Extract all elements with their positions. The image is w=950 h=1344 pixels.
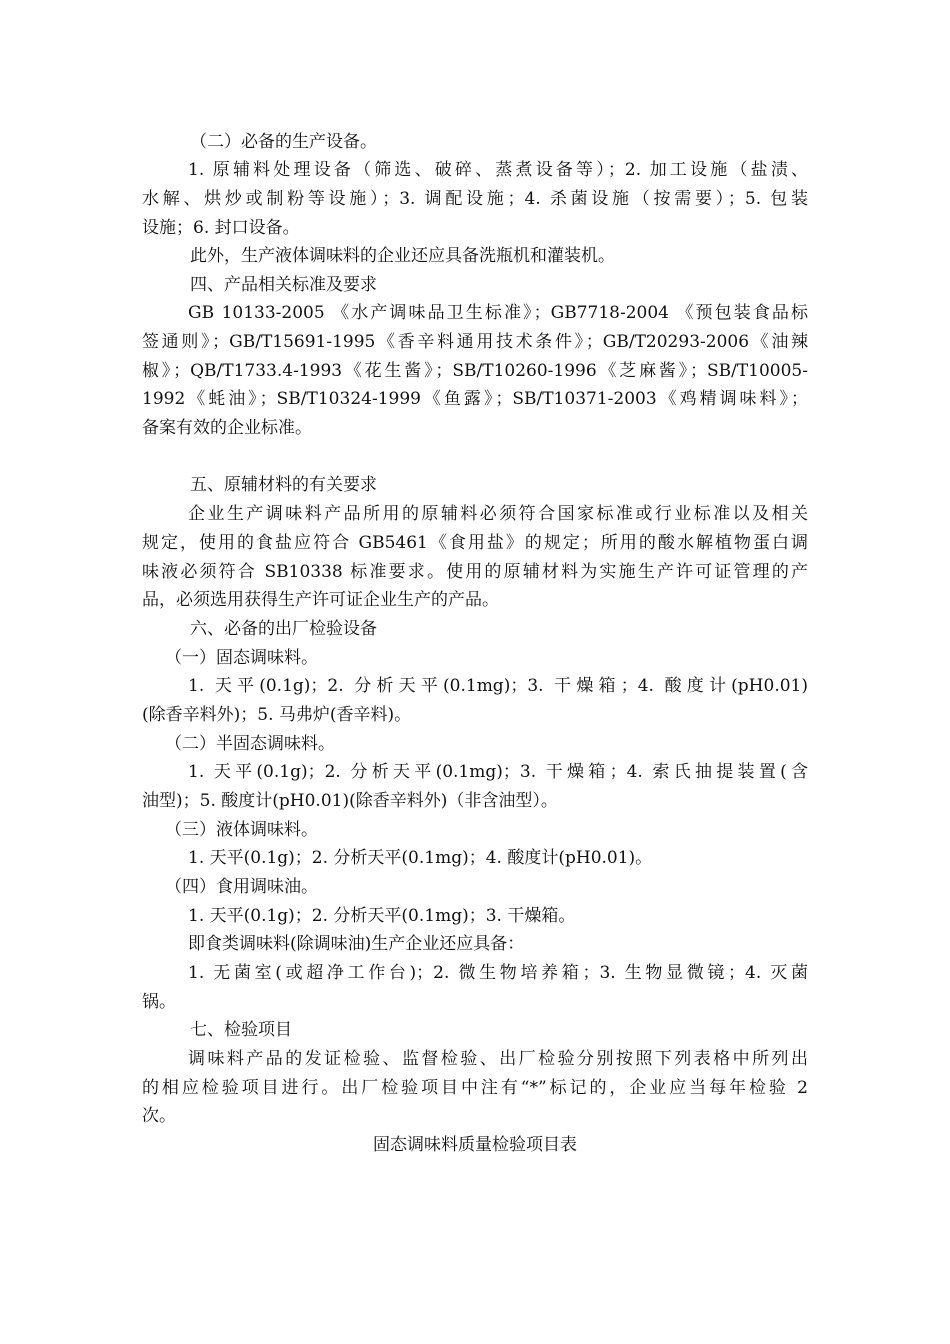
oil-heading: （四）食用调味油。: [165, 877, 318, 897]
standards-line-1: GB 10133-2005 《水产调味品卫生标准》；GB7718-2004 《预包装食品标: [188, 303, 808, 323]
inspection-items-line-2: 的相应检验项目进行。出厂检验项目中注有“*”标记的，企业应当每年检验 2: [142, 1078, 808, 1098]
equipment-line-3: 设施；6. 封口设备。: [142, 218, 300, 238]
solid-line-2: (除香辛料外)；5. 马弗炉(香辛料)。: [142, 705, 412, 725]
ready-to-eat-line-1: 1. 无菌室(或超净工作台)；2. 微生物培养箱；3. 生物显微镜；4. 灭菌: [188, 963, 808, 983]
equipment-heading: （二）必备的生产设备。: [190, 132, 377, 152]
semi-solid-line-2: 油型)；5. 酸度计(pH0.01)(除香辛料外)（非含油型）。: [142, 791, 558, 811]
oil-line: 1. 天平(0.1g)；2. 分析天平(0.1mg)；3. 干燥箱。: [188, 906, 576, 926]
standards-line-5: 备案有效的企业标准。: [142, 418, 312, 438]
standards-line-3: 椒》；QB/T1733.4-1993《花生酱》；SB/T10260-1996《芝麻酱》；SB/T10005-: [142, 361, 808, 381]
ready-to-eat-intro: 即食类调味料(除调味油)生产企业还应具备：: [188, 934, 525, 954]
inspection-items-line-3: 次。: [142, 1106, 176, 1126]
inspection-items-heading: 七、检验项目: [190, 1020, 292, 1040]
semi-solid-heading: （二）半固态调味料。: [165, 734, 335, 754]
equipment-extra: 此外，生产液体调味料的企业还应具备洗瓶机和灌装机。: [190, 246, 615, 266]
standards-line-4: 1992《蚝油》；SB/T10324-1999《鱼露》；SB/T10371-2003《鸡精调味料》；: [142, 389, 808, 409]
equipment-line-2: 水解、烘炒或制粉等设施）；3. 调配设施；4. 杀菌设施（按需要）；5. 包装: [142, 189, 808, 209]
materials-line-3: 味液必须符合 SB10338 标准要求。使用的原辅材料为实施生产许可证管理的产: [142, 562, 808, 582]
semi-solid-line-1: 1. 天平(0.1g)；2. 分析天平(0.1mg)；3. 干燥箱；4. 索氏抽提装置(含: [188, 762, 808, 782]
materials-line-1: 企业生产调味料产品所用的原辅料必须符合国家标准或行业标准以及相关: [188, 504, 808, 524]
liquid-line: 1. 天平(0.1g)；2. 分析天平(0.1mg)；4. 酸度计(pH0.01)。: [188, 848, 653, 868]
materials-line-2: 规定，使用的食盐应符合 GB5461《食用盐》的规定；所用的酸水解植物蛋白调: [142, 533, 808, 553]
equipment-line-1: 1. 原辅料处理设备（筛选、破碎、蒸煮设备等）；2. 加工设施（盐渍、: [188, 160, 808, 180]
standards-heading: 四、产品相关标准及要求: [190, 275, 377, 295]
inspection-items-line-1: 调味料产品的发证检验、监督检验、出厂检验分别按照下列表格中所列出: [188, 1049, 808, 1069]
table-title: 固态调味料质量检验项目表: [373, 1135, 577, 1155]
solid-line-1: 1. 天平(0.1g)；2. 分析天平(0.1mg)；3. 干燥箱；4. 酸度计(pH0.01): [188, 676, 808, 696]
solid-heading: （一）固态调味料。: [165, 648, 318, 668]
materials-line-4: 品，必须选用获得生产许可证企业生产的产品。: [142, 590, 499, 610]
inspection-equipment-heading: 六、必备的出厂检验设备: [190, 619, 377, 639]
liquid-heading: （三）液体调味料。: [165, 820, 318, 840]
ready-to-eat-line-2: 锅。: [142, 992, 176, 1012]
standards-line-2: 签通则》；GB/T15691-1995《香辛料通用技术条件》；GB/T20293-2006《油辣: [142, 332, 808, 352]
materials-heading: 五、原辅材料的有关要求: [190, 475, 377, 495]
